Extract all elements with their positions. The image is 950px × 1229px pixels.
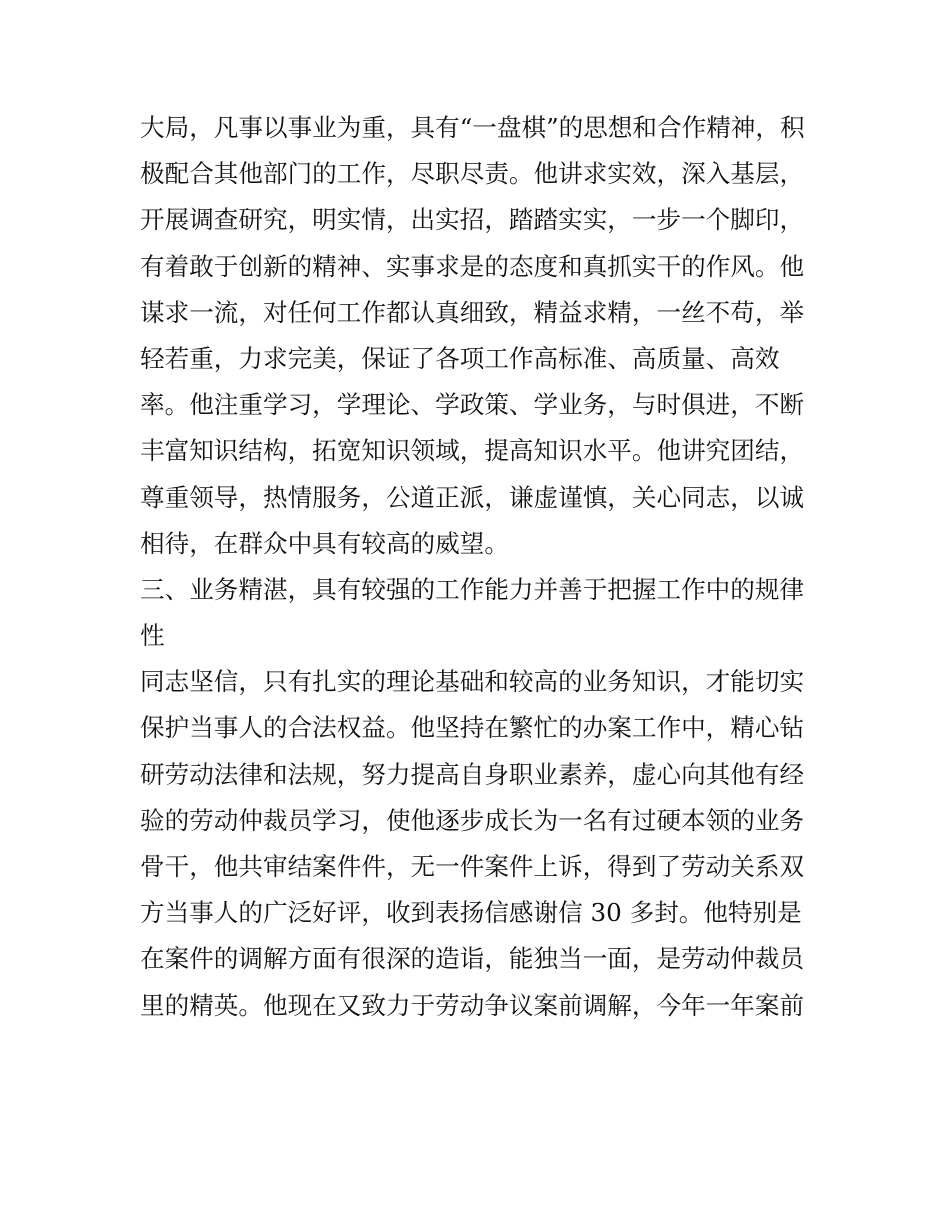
text-line-5: 谋求一流，对任何工作都认真细致，精益求精，一丝不苟，举	[140, 297, 805, 327]
text-line-1: 大局，凡事以事业为重，具有“一盘棋”的思想和合作精神，积	[140, 113, 805, 142]
text-line-20: 里的精英。他现在又致力于劳动争议案前调解，今年一年案前	[140, 990, 805, 1020]
text-line-3: 开展调查研究，明实情，出实招，踏踏实实，一步一个脚印，	[140, 205, 805, 235]
text-line-14: 保护当事人的合法权益。他坚持在繁忙的办案工作中，精心钻	[140, 713, 805, 743]
text-line-17: 骨干，他共审结案件件，无一件案件上诉，得到了劳动关系双	[140, 852, 805, 881]
text-line-10: 相待，在群众中具有较高的威望。	[140, 528, 509, 558]
text-line-4: 有着敢于创新的精神、实事求是的态度和真抓实干的作风。他	[140, 251, 805, 281]
text-line-2: 极配合其他部门的工作，尽职尽责。他讲求实效，深入基层，	[140, 159, 805, 189]
text-line-16: 验的劳动仲裁员学习，使他逐步成长为一名有过硬本领的业务	[140, 805, 805, 835]
text-line-18: 方当事人的广泛好评，收到表扬信感谢信 30 多封。他特别是	[140, 898, 802, 928]
text-line-9: 尊重领导，热情服务，公道正派，谦虚谨慎，关心同志，以诚	[140, 482, 805, 512]
document-body	[140, 105, 820, 1029]
text-line-7: 率。他注重学习，学理论、学政策、学业务，与时俱进，不断	[140, 390, 805, 420]
section-heading-line-1: 三、业务精湛，具有较强的工作能力并善于把握工作中的规律	[140, 574, 805, 604]
text-line-8: 丰富知识结构，拓宽知识领域，提高知识水平。他讲究团结，	[140, 436, 805, 466]
text-line-6: 轻若重，力求完美，保证了各项工作高标准、高质量、高效	[140, 343, 780, 373]
text-line-13: 同志坚信，只有扎实的理论基础和较高的业务知识，才能切实	[140, 667, 805, 697]
text-line-19: 在案件的调解方面有很深的造诣，能独当一面，是劳动仲裁员	[140, 944, 805, 974]
section-heading-line-2: 性	[140, 621, 165, 651]
text-line-15: 研劳动法律和法规，努力提高自身职业素养，虚心向其他有经	[140, 759, 805, 789]
